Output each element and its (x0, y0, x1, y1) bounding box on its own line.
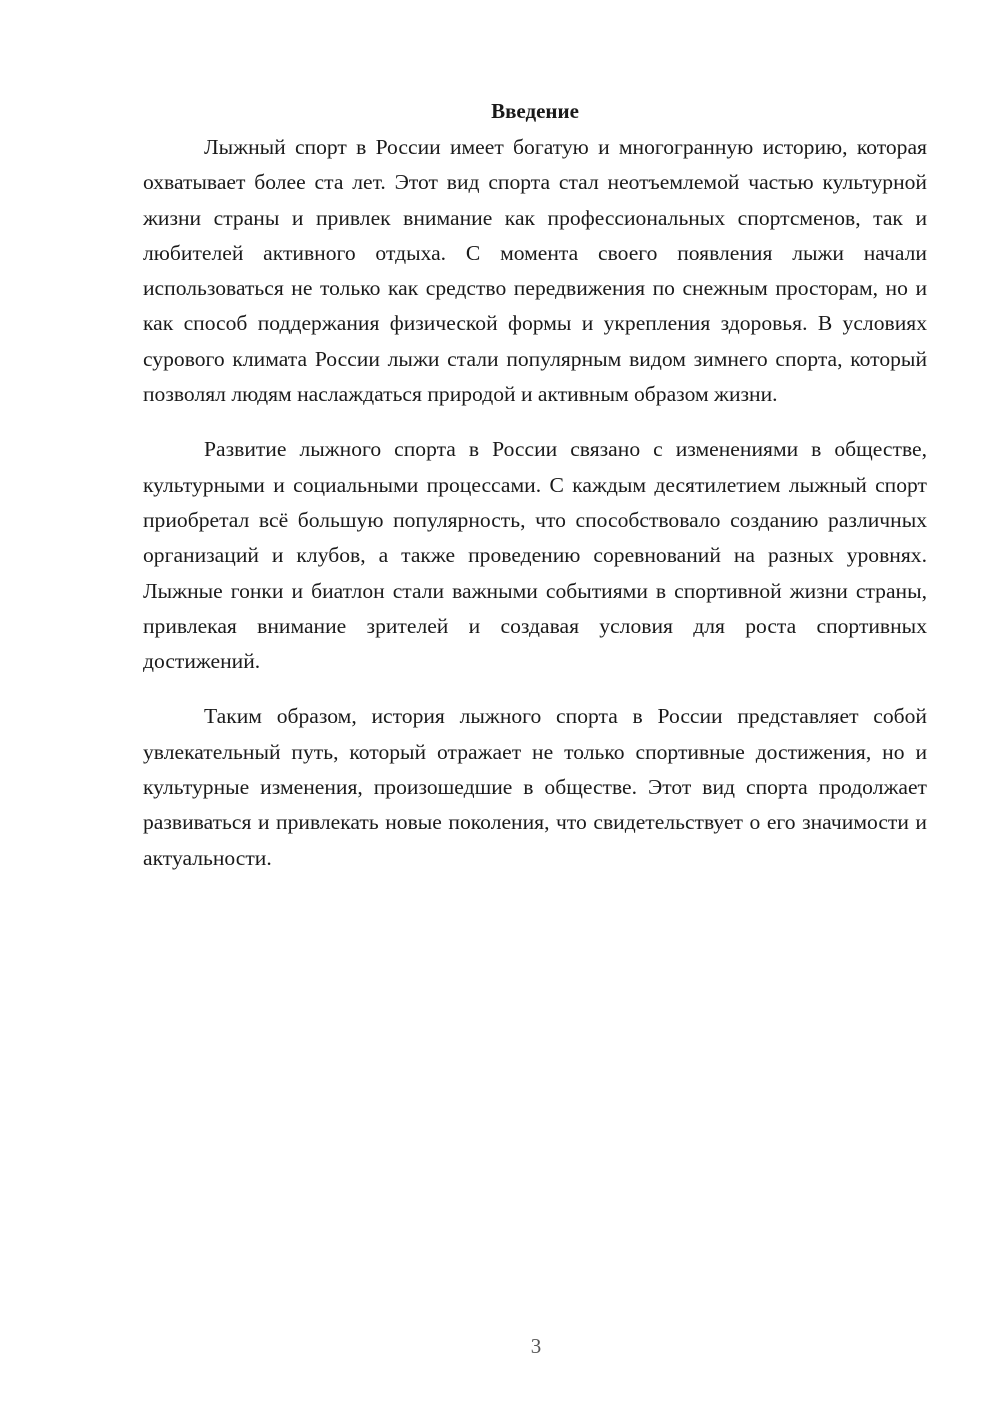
paragraph-1: Лыжный спорт в России имеет богатую и многогранную историю, которая охватывает более ста лет. Этот вид спорта стал неотъемлемой частью культурной жизни страны и привлек внимание как профессиональных спортсменов, так и любителей активного отдыха. С момента своего появления лыжи начали использоваться не только как средство передвижения по снежным просторам, но и как способ поддержания физической формы и укрепления здоровья. В условиях сурового климата России лыжи стали популярным видом зимнего спорта, который позволял людям наслаждаться природой и активным образом жизни. (143, 135, 927, 407)
section-title: Введение (491, 99, 579, 123)
paragraph-3: Таким образом, история лыжного спорта в России представляет собой увлекательный путь, который отражает не только спортивные достижения, но и культурные изменения, произошедшие в обществе. Этот вид спорта продолжает развиваться и привлекать новые поколения, что свидетельствует о его значимости и актуальности. (143, 704, 927, 870)
page-content (143, 94, 927, 896)
page-number: 3 (530, 1334, 542, 1358)
paragraph-2: Развитие лыжного спорта в России связано с изменениями в обществе, культурными и социальными процессами. С каждым десятилетием лыжный спорт приобретал всё большую популярность, что способствовало созданию различных организаций и клубов, а также проведению соревнований на разных уровнях. Лыжные гонки и биатлон стали важными событиями в спортивной жизни страны, привлекая внимание зрителей и создавая условия для роста спортивных достижений. (143, 437, 927, 674)
